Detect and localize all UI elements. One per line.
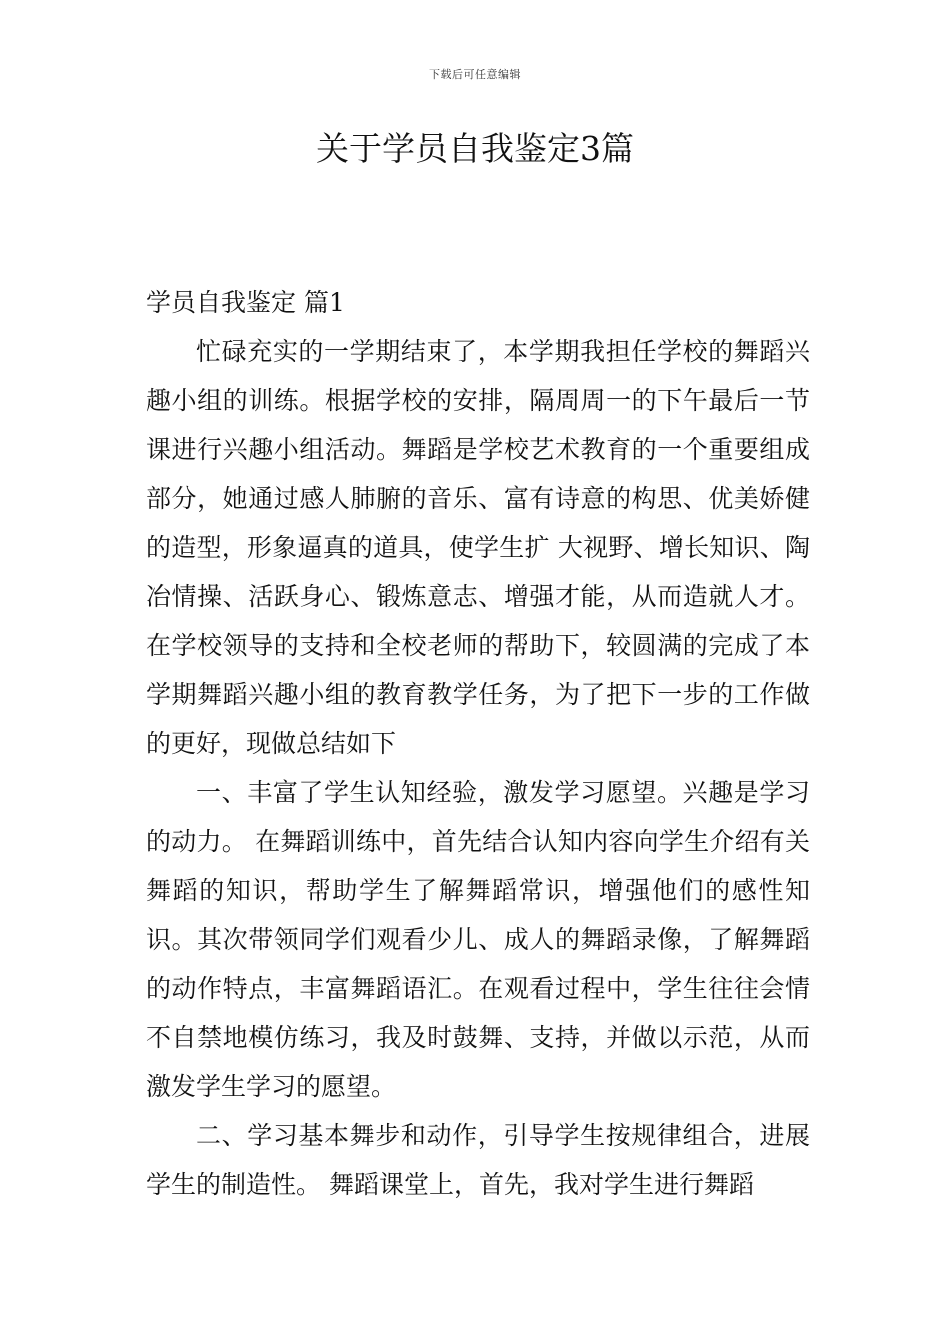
section-heading: 学员自我鉴定 篇1 (146, 288, 345, 317)
document-body (146, 278, 810, 1209)
document-title: 关于学员自我鉴定3篇 (316, 129, 634, 168)
paragraph-3: 二、学习基本舞步和动作，引导学生按规律组合，进展学生的制造性。 舞蹈课堂上，首先，我对学生进行舞蹈 (146, 1121, 810, 1199)
header-note: 下载后可任意编辑 (429, 68, 521, 81)
paragraph-1: 忙碌充实的一学期结束了，本学期我担任学校的舞蹈兴趣小组的训练。根据学校的安排，隔周周一的下午最后一节课进行兴趣小组活动。舞蹈是学校艺术教育的一个重要组成部分，她通过感人肺腑的音乐、富有诗意的构思、优美娇健的造型，形象逼真的道具，使学生扩 大视野、增长知识、陶冶情操、活跃身心、锻炼意志、增强才能，从而造就人才。在学校领导的支持和全校老师的帮助下，较圆满的完成了本学期舞蹈兴趣小组的教育教学任务，为了把下一步的工作做的更好，现做总结如下 (146, 337, 810, 758)
paragraph-2: 一、丰富了学生认知经验，激发学习愿望。兴趣是学习的动力。 在舞蹈训练中，首先结合认知内容向学生介绍有关舞蹈的知识，帮助学生了解舞蹈常识，增强他们的感性知识。其次带领同学们观看少儿、成人的舞蹈录像，了解舞蹈的动作特点，丰富舞蹈语汇。在观看过程中，学生往往会情不自禁地模仿练习，我及时鼓舞、支持，并做以示范，从而激发学生学习的愿望。 (146, 778, 810, 1101)
